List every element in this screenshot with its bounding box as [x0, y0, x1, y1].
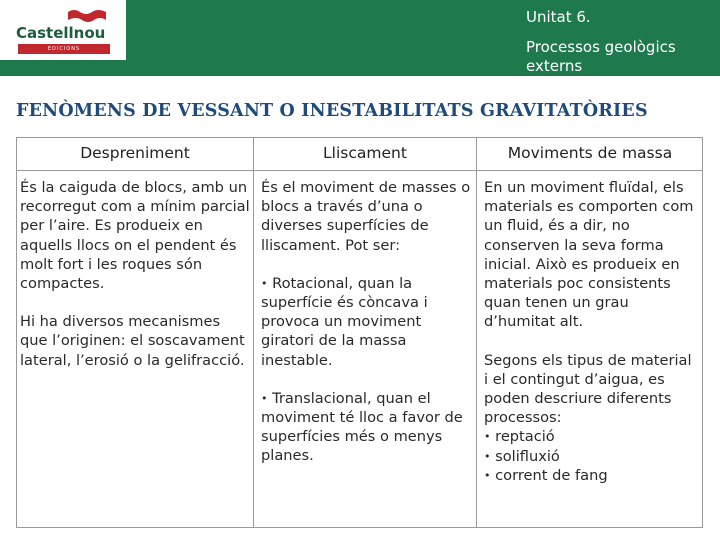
unit-label: Unitat 6. — [526, 8, 591, 26]
despreniment-definition: És la caiguda de blocs, amb un recorregut com a mínim parcial per l’aire. Es produeix en aquells llocs on el pendent és molt fort i les roques són compactes. — [20, 179, 250, 293]
bullet-icon: • — [484, 449, 491, 463]
moviments-definition: En un moviment fluïdal, els materials es comporten com un fluid, és a dir, no conserven la seva forma inicial. Això es produeix en materials poc consistents quan tenen un grau d’humitat alt. — [484, 179, 694, 331]
logo-name: Castellnou — [16, 24, 106, 42]
topic-label: Processos geològics externs — [526, 38, 676, 75]
despreniment-cell — [20, 178, 250, 370]
publisher-logo — [0, 0, 126, 60]
despreniment-mechanisms: Hi ha diversos mecanismes que l’originen: el soscavament lateral, l’erosió o la gelifracció. — [20, 313, 245, 369]
process-corrent-de-fang: corrent de fang — [495, 466, 608, 484]
header-band — [0, 0, 720, 76]
column-heading-lliscament: Lliscament — [323, 144, 407, 162]
lliscament-cell — [261, 178, 473, 466]
rotacional-term: Rotacional — [272, 274, 349, 292]
rotacional-text: , quan la superfície és còncava i provoca un moviment giratori de la massa inestable. — [261, 274, 428, 369]
lliscament-rotacional — [261, 274, 473, 370]
bullet-icon: • — [261, 276, 268, 290]
column-heading-moviments: Moviments de massa — [507, 144, 673, 162]
bullet-icon: • — [261, 391, 268, 405]
list-item — [484, 447, 700, 466]
lliscament-definition: És el moviment de masses o blocs a través d’una o diverses superfícies de lliscament. Pot ser: — [261, 179, 471, 254]
process-solifluxio: solifluxió — [495, 447, 560, 465]
moviments-processes: Segons els tipus de material i el contingut d’aigua, es poden descriure diferents processos: — [484, 351, 692, 427]
translacional-text: , quan el moviment té lloc a favor de superfícies més o menys planes. — [261, 389, 463, 465]
list-item — [484, 427, 700, 446]
process-reptacio: reptació — [495, 428, 555, 446]
header-divider — [17, 170, 702, 171]
moviments-cell — [484, 178, 700, 485]
list-item — [484, 466, 700, 485]
column-divider — [476, 138, 477, 527]
column-divider — [253, 138, 254, 527]
logo-subtitle: EDICIONS — [18, 44, 110, 54]
column-heading-despreniment: Despreniment — [80, 144, 190, 162]
flag-icon — [66, 8, 108, 22]
bullet-icon: • — [484, 430, 491, 444]
lliscament-translacional — [261, 389, 473, 466]
bullet-icon: • — [484, 468, 491, 482]
content-table — [16, 137, 703, 528]
page-title: FENÒMENS DE VESSANT O INESTABILITATS GRAVITATÒRIES — [16, 101, 648, 121]
translacional-term: Translacional — [272, 389, 367, 407]
